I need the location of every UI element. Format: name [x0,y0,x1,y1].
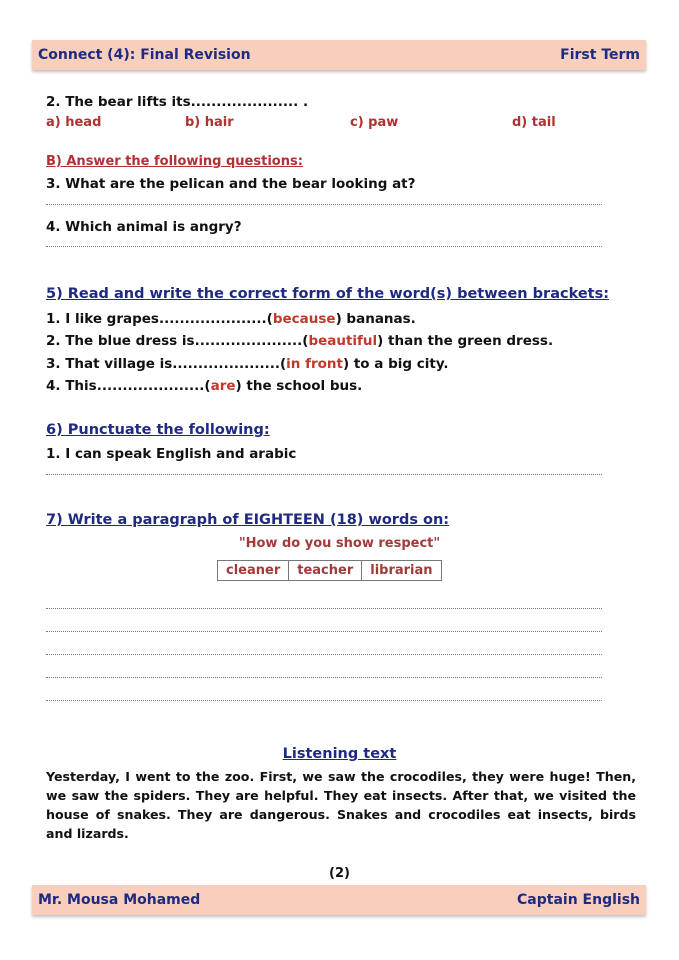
bracket-word: in front [286,356,343,372]
writing-line [46,631,602,632]
bracket-word: beautiful [308,333,378,349]
header-band [32,40,646,70]
question-2: 2. The bear lifts its..................... . [46,94,309,110]
option-b: b) hair [185,115,234,130]
bracket-word: are [210,378,236,394]
option-a: a) head [46,115,102,130]
section-5-title: 5) Read and write the correct form of the word(s) between brackets: [46,286,610,302]
writing-line [46,608,602,609]
word-cleaner: cleaner [218,561,289,580]
section-6-title: 6) Punctuate the following: [46,422,270,438]
section-5-item-2: 2. The blue dress is.....................(beautiful) than the green dress. [46,333,554,349]
section-5-item-1: 1. I like grapes.....................(because) bananas. [46,311,416,327]
page-number: (2) [329,866,350,881]
section-5-item-3: 3. That village is.....................(in front) to a big city. [46,356,449,372]
section-7-title: 7) Write a paragraph of EIGHTEEN (18) words on: [46,512,450,528]
section-b-title: B) Answer the following questions: [46,154,303,169]
answer-line-q3 [46,204,602,205]
writing-line [46,654,602,655]
footer-author: Mr. Mousa Mohamed [38,892,201,908]
section-5-item-4: 4. This.....................(are) the school bus. [46,378,363,394]
option-d: d) tail [512,115,556,130]
listening-title: Listening text [282,746,397,762]
answer-line-q4 [46,246,602,247]
word-box [217,560,442,581]
writing-line [46,700,602,701]
footer-brand: Captain English [517,892,640,908]
question-4: 4. Which animal is angry? [46,219,242,235]
word-teacher: teacher [289,561,362,580]
listening-paragraph: Yesterday, I went to the zoo. First, we saw the crocodiles, they were huge! Then, we saw the spiders. They are helpful. They eat insects. After that, we visited the house of snakes. They are dangerous. Snakes and crocodiles eat insects, birds and lizards. [46,769,636,841]
footer-band [32,885,646,915]
writing-line [46,677,602,678]
header-term: First Term [560,47,640,63]
bracket-word: because [272,311,336,327]
question-3: 3. What are the pelican and the bear looking at? [46,176,416,192]
paragraph-topic: "How do you show respect" [238,536,441,551]
answer-line-punctuate [46,474,602,475]
section-6-item: 1. I can speak English and arabic [46,446,297,462]
header-title: Connect (4): Final Revision [38,47,251,63]
word-librarian: librarian [370,563,433,578]
option-c: c) paw [350,115,399,130]
